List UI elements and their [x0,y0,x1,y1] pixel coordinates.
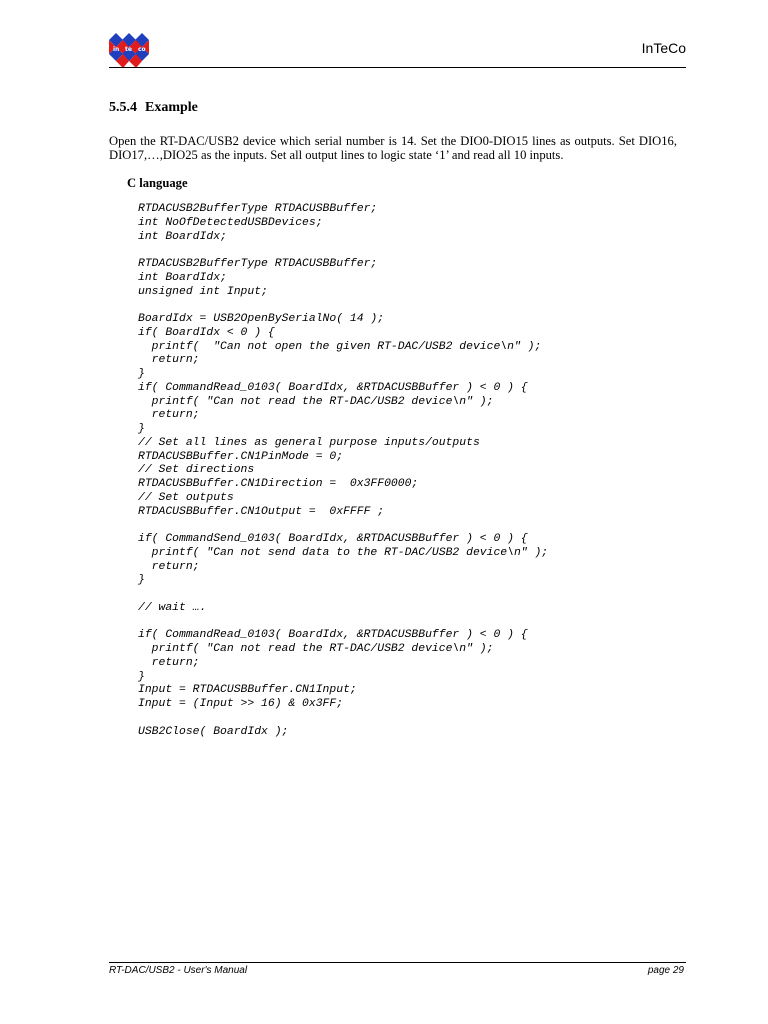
code-line: if( CommandSend_0103( BoardIdx, &RTDACUSBBuffer ) < 0 ) { [138,533,528,545]
footer-manual-title: RT-DAC/USB2 - User's Manual [109,965,248,976]
code-line: // Set all lines as general purpose inputs/outputs [138,436,480,449]
code-line: unsigned int Input; [138,285,268,298]
code-line: } [138,670,145,683]
code-line: // Set outputs [138,491,234,504]
code-line: } [138,423,145,435]
code-line: printf( "Can not read the RT-DAC/USB2 device\n" ); [138,643,494,655]
code-line: USB2Close( BoardIdx ); [138,725,289,738]
code-line: int BoardIdx; [138,271,227,284]
code-line: printf( "Can not send data to the RT-DAC/USB2 device\n" ); [138,546,549,559]
inteco-logo-icon [109,28,149,68]
code-line: if( CommandRead_0103( BoardIdx, &RTDACUSBBuffer ) < 0 ) { [138,629,528,642]
code-line: int BoardIdx; [138,230,227,243]
footer-divider [109,962,686,963]
intro-paragraph: Open the RT-DAC/USB2 device which serial number is 14. Set the DIO0-DIO15 lines as outputs. Set DIO16, DIO17,…,DIO25 as the inputs. Set all output lines to logic state ‘1’ and read all 10 inputs. [109,134,677,162]
code-line: RTDACUSBBuffer.CN1Direction = 0x3FF0000; [138,478,419,490]
code-line: int NoOfDetectedUSBDevices; [138,216,323,229]
code-line: } [138,368,145,380]
code-line: // wait …. [138,601,207,614]
header-divider [109,67,686,68]
code-line: printf( "Can not open the given RT-DAC/USB2 device\n" ); [138,340,542,353]
code-line: } [138,574,145,587]
code-line: RTDACUSBBuffer.CN1PinMode = 0; [138,450,344,463]
code-line: if( BoardIdx < 0 ) { [138,326,275,339]
code-line: return; [138,354,200,367]
code-line: return; [138,656,200,669]
code-line: return; [138,560,200,573]
code-line: BoardIdx = USB2OpenBySerialNo( 14 ); [138,313,385,325]
section-heading [109,100,198,116]
code-line: RTDACUSB2BufferType RTDACUSBBuffer; [138,258,378,270]
svg-text:in: in [113,46,120,53]
code-line: if( CommandRead_0103( BoardIdx, &RTDACUSBBuffer ) < 0 ) { [138,381,528,394]
svg-text:co: co [138,46,146,53]
code-line: Input = RTDACUSBBuffer.CN1Input; [138,684,357,697]
code-line: RTDACUSB2BufferType RTDACUSBBuffer; [138,203,378,215]
svg-text:te: te [125,46,132,53]
section-number: 5.5.4 [109,100,137,115]
code-line: // Set directions [138,464,255,477]
code-line: return; [138,409,200,422]
section-title: Example [145,100,198,115]
header-title: InTeCo [641,40,686,56]
code-line: Input = (Input >> 16) & 0x3FF; [138,698,344,710]
code-line: RTDACUSBBuffer.CN1Output = 0xFFFF ; [138,505,385,518]
page-header [109,28,686,68]
code-line: printf( "Can not read the RT-DAC/USB2 device\n" ); [138,395,494,408]
code-listing [138,203,548,739]
code-subheading: C language [127,176,188,190]
footer-page-number: page 29 [647,965,684,976]
